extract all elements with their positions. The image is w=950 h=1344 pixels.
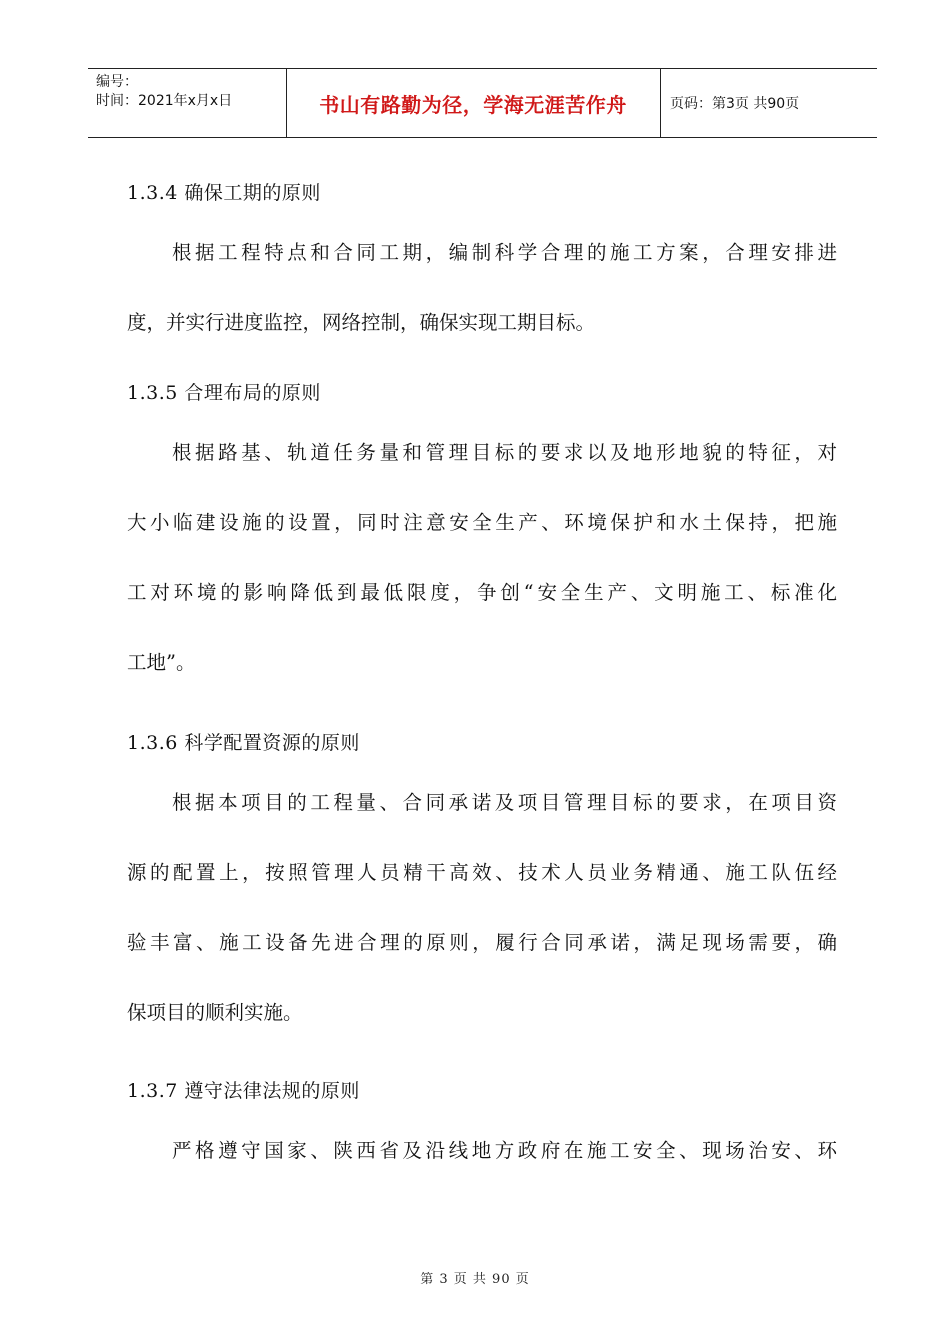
section-paragraph [127, 418, 837, 698]
document-time: 时间：2021年x月x日 [96, 93, 233, 109]
paragraph-line: 保项目的顺利实施。 [127, 1001, 303, 1024]
paragraph-line: 严格遵守国家、陕西省及沿线地方政府在施工安全、现场治安、环 [172, 1139, 837, 1162]
paragraph-line: 工地”。 [127, 651, 196, 674]
paragraph-line: 根据本项目的工程量、合同承诺及项目管理目标的要求，在项目资 [172, 791, 837, 814]
page-footer: 第 3 页 共 90 页 [420, 1272, 530, 1287]
page-header [88, 68, 877, 138]
paragraph-line: 根据路基、轨道任务量和管理目标的要求以及地形地貌的特征，对 [172, 441, 837, 464]
header-divider-right [660, 69, 661, 137]
section-paragraph [127, 218, 837, 358]
section-paragraph [127, 1116, 837, 1186]
document-number: 编号： [96, 74, 138, 90]
paragraph-line: 源的配置上，按照管理人员精干高效、技术人员业务精通、施工队伍经 [127, 861, 837, 884]
paragraph-line: 工对环境的影响降低到最低限度，争创“安全生产、文明施工、标准化 [127, 581, 837, 604]
paragraph-line: 验丰富、施工设备先进合理的原则，履行合同承诺，满足现场需要，确 [127, 931, 837, 954]
header-page-info: 页码：第3页 共90页 [670, 96, 800, 112]
header-motto: 书山有路勤为径，学海无涯苦作舟 [319, 92, 627, 117]
paragraph-line: 大小临建设施的设置，同时注意安全生产、环境保护和水土保持，把施 [127, 511, 837, 534]
header-meta [96, 73, 286, 111]
section-heading: 1.3.5 合理布局的原则 [127, 382, 321, 404]
paragraph-line: 度，并实行进度监控，网络控制，确保实现工期目标。 [127, 311, 596, 334]
section-heading: 1.3.7 遵守法律法规的原则 [127, 1080, 360, 1102]
section-heading: 1.3.4 确保工期的原则 [127, 182, 321, 204]
section-paragraph [127, 768, 837, 1048]
paragraph-line: 根据工程特点和合同工期，编制科学合理的施工方案，合理安排进 [172, 241, 837, 264]
section-heading: 1.3.6 科学配置资源的原则 [127, 732, 360, 754]
